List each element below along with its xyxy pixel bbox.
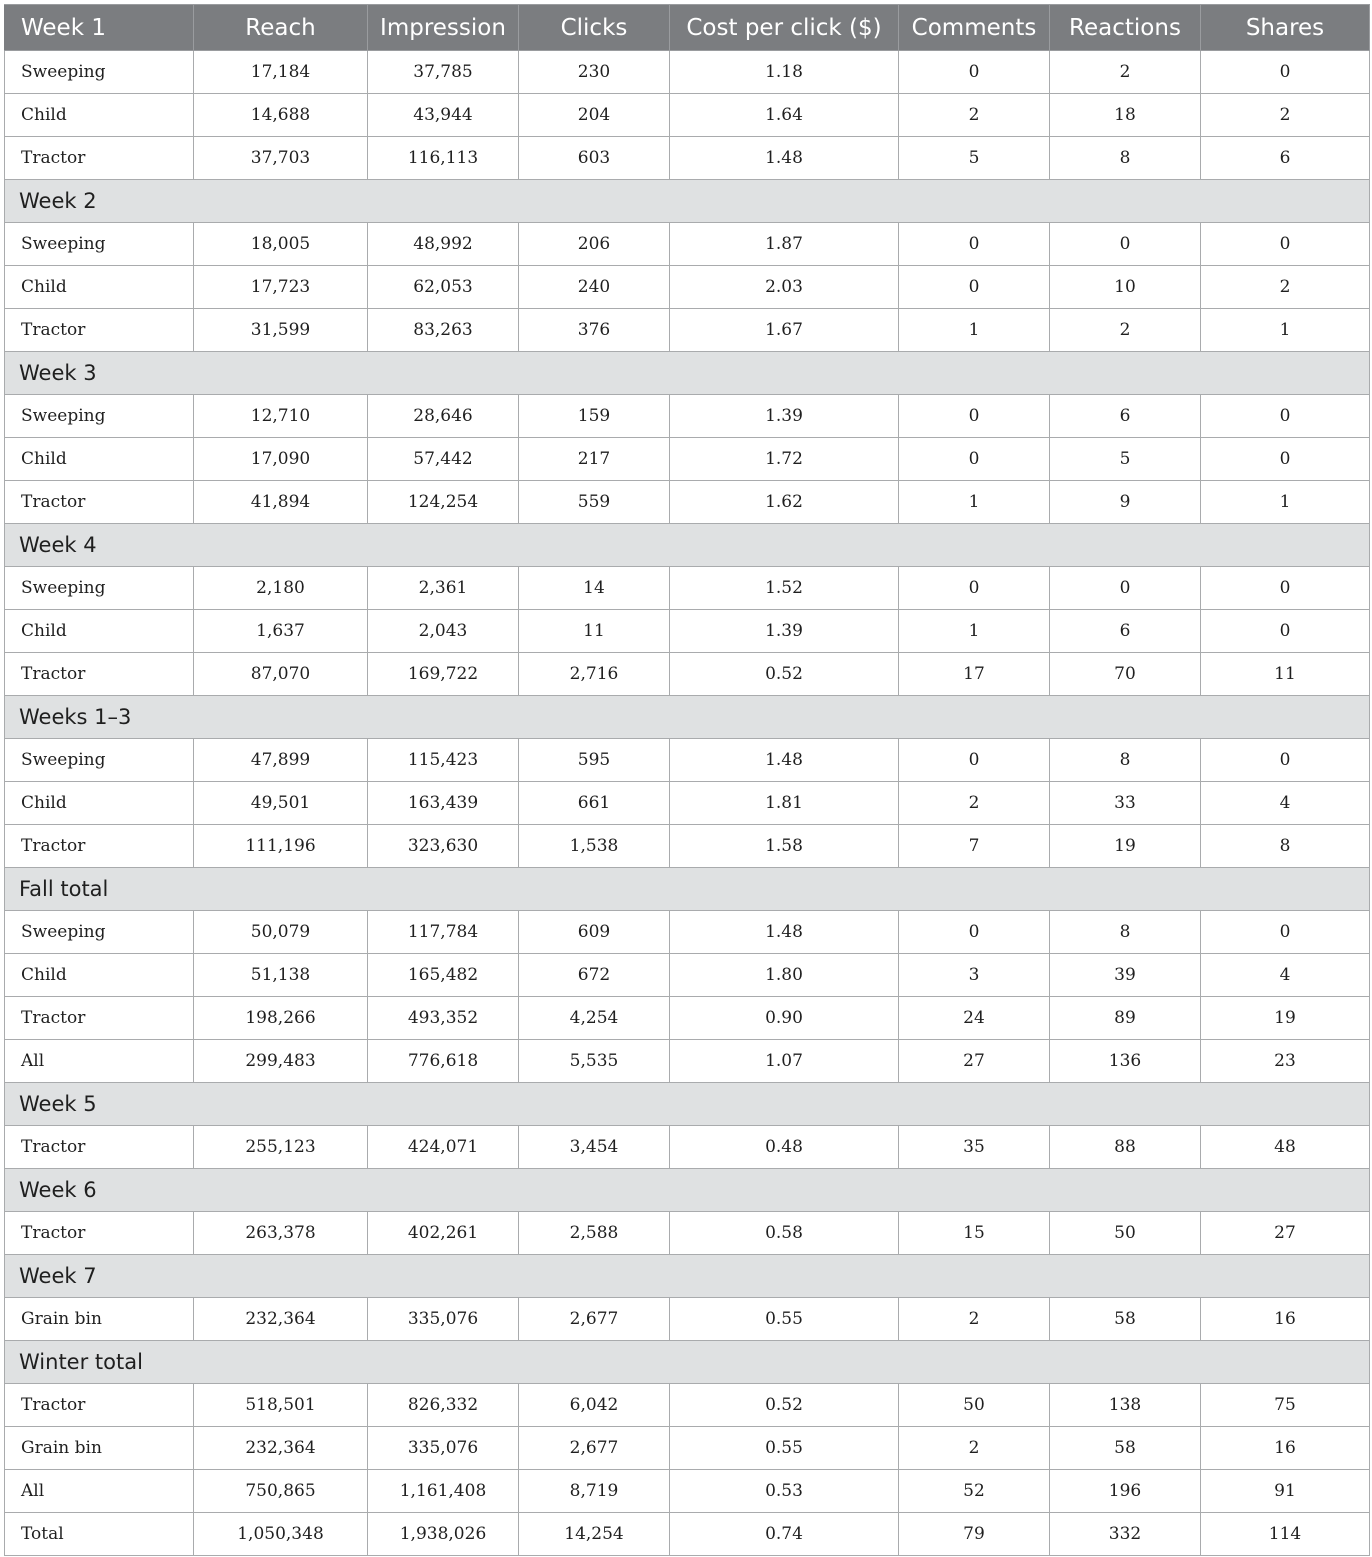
reactions-cell: 9 bbox=[1050, 481, 1201, 524]
reactions-cell: 138 bbox=[1050, 1384, 1201, 1427]
shares-cell: 2 bbox=[1201, 266, 1370, 309]
shares-cell: 1 bbox=[1201, 481, 1370, 524]
cpc-cell: 1.39 bbox=[670, 610, 899, 653]
reactions-cell: 6 bbox=[1050, 610, 1201, 653]
shares-cell: 0 bbox=[1201, 223, 1370, 266]
comments-cell: 0 bbox=[899, 395, 1050, 438]
impression-cell: 57,442 bbox=[368, 438, 519, 481]
cpc-cell: 1.81 bbox=[670, 782, 899, 825]
header-cell-impression: Impression bbox=[368, 5, 519, 51]
shares-cell: 0 bbox=[1201, 567, 1370, 610]
reactions-cell: 58 bbox=[1050, 1427, 1201, 1470]
clicks-cell: 217 bbox=[519, 438, 670, 481]
cpc-cell: 1.58 bbox=[670, 825, 899, 868]
row-label: Child bbox=[5, 782, 194, 825]
table-row bbox=[5, 1384, 1370, 1427]
shares-cell: 16 bbox=[1201, 1298, 1370, 1341]
reach-cell: 37,703 bbox=[194, 137, 368, 180]
reactions-cell: 8 bbox=[1050, 137, 1201, 180]
reactions-cell: 88 bbox=[1050, 1126, 1201, 1169]
clicks-cell: 1,538 bbox=[519, 825, 670, 868]
shares-cell: 0 bbox=[1201, 739, 1370, 782]
row-label: Tractor bbox=[5, 653, 194, 696]
impression-cell: 323,630 bbox=[368, 825, 519, 868]
cpc-cell: 0.74 bbox=[670, 1513, 899, 1556]
row-label: Tractor bbox=[5, 137, 194, 180]
comments-cell: 2 bbox=[899, 782, 1050, 825]
comments-cell: 15 bbox=[899, 1212, 1050, 1255]
shares-cell: 0 bbox=[1201, 911, 1370, 954]
campaign-metrics-table bbox=[4, 4, 1370, 1556]
impression-cell: 424,071 bbox=[368, 1126, 519, 1169]
shares-cell: 114 bbox=[1201, 1513, 1370, 1556]
cpc-cell: 0.48 bbox=[670, 1126, 899, 1169]
section-row bbox=[5, 524, 1370, 567]
reach-cell: 198,266 bbox=[194, 997, 368, 1040]
table-row bbox=[5, 997, 1370, 1040]
header-cell-clicks: Clicks bbox=[519, 5, 670, 51]
reactions-cell: 6 bbox=[1050, 395, 1201, 438]
header-row bbox=[5, 5, 1370, 51]
section-row bbox=[5, 1083, 1370, 1126]
cpc-cell: 1.07 bbox=[670, 1040, 899, 1083]
table-row bbox=[5, 1470, 1370, 1513]
clicks-cell: 5,535 bbox=[519, 1040, 670, 1083]
clicks-cell: 559 bbox=[519, 481, 670, 524]
comments-cell: 5 bbox=[899, 137, 1050, 180]
reactions-cell: 8 bbox=[1050, 739, 1201, 782]
row-label: All bbox=[5, 1470, 194, 1513]
clicks-cell: 376 bbox=[519, 309, 670, 352]
section-row bbox=[5, 696, 1370, 739]
reach-cell: 232,364 bbox=[194, 1298, 368, 1341]
comments-cell: 35 bbox=[899, 1126, 1050, 1169]
impression-cell: 117,784 bbox=[368, 911, 519, 954]
table-row bbox=[5, 911, 1370, 954]
table-row bbox=[5, 825, 1370, 868]
comments-cell: 1 bbox=[899, 481, 1050, 524]
impression-cell: 37,785 bbox=[368, 51, 519, 94]
cpc-cell: 1.87 bbox=[670, 223, 899, 266]
impression-cell: 335,076 bbox=[368, 1427, 519, 1470]
impression-cell: 163,439 bbox=[368, 782, 519, 825]
reach-cell: 255,123 bbox=[194, 1126, 368, 1169]
cpc-cell: 1.48 bbox=[670, 739, 899, 782]
comments-cell: 79 bbox=[899, 1513, 1050, 1556]
clicks-cell: 240 bbox=[519, 266, 670, 309]
comments-cell: 27 bbox=[899, 1040, 1050, 1083]
header-cell-reach: Reach bbox=[194, 5, 368, 51]
row-label: Tractor bbox=[5, 1384, 194, 1427]
section-label: Week 4 bbox=[5, 524, 1370, 567]
cpc-cell: 0.90 bbox=[670, 997, 899, 1040]
reach-cell: 50,079 bbox=[194, 911, 368, 954]
shares-cell: 4 bbox=[1201, 954, 1370, 997]
impression-cell: 48,992 bbox=[368, 223, 519, 266]
table-row bbox=[5, 567, 1370, 610]
clicks-cell: 2,588 bbox=[519, 1212, 670, 1255]
impression-cell: 1,938,026 bbox=[368, 1513, 519, 1556]
cpc-cell: 1.48 bbox=[670, 137, 899, 180]
impression-cell: 116,113 bbox=[368, 137, 519, 180]
shares-cell: 16 bbox=[1201, 1427, 1370, 1470]
reach-cell: 12,710 bbox=[194, 395, 368, 438]
clicks-cell: 661 bbox=[519, 782, 670, 825]
shares-cell: 8 bbox=[1201, 825, 1370, 868]
row-label: Tractor bbox=[5, 1212, 194, 1255]
reactions-cell: 18 bbox=[1050, 94, 1201, 137]
comments-cell: 0 bbox=[899, 438, 1050, 481]
impression-cell: 62,053 bbox=[368, 266, 519, 309]
table-row bbox=[5, 223, 1370, 266]
shares-cell: 11 bbox=[1201, 653, 1370, 696]
section-row bbox=[5, 1341, 1370, 1384]
clicks-cell: 159 bbox=[519, 395, 670, 438]
reach-cell: 18,005 bbox=[194, 223, 368, 266]
clicks-cell: 14,254 bbox=[519, 1513, 670, 1556]
section-label: Fall total bbox=[5, 868, 1370, 911]
reactions-cell: 58 bbox=[1050, 1298, 1201, 1341]
cpc-cell: 1.67 bbox=[670, 309, 899, 352]
section-label: Week 2 bbox=[5, 180, 1370, 223]
comments-cell: 7 bbox=[899, 825, 1050, 868]
header-cell-reactions: Reactions bbox=[1050, 5, 1201, 51]
reach-cell: 17,090 bbox=[194, 438, 368, 481]
impression-cell: 776,618 bbox=[368, 1040, 519, 1083]
table-row bbox=[5, 1427, 1370, 1470]
row-label: Sweeping bbox=[5, 223, 194, 266]
table-row bbox=[5, 1212, 1370, 1255]
table-header bbox=[5, 5, 1370, 51]
header-cell-comments: Comments bbox=[899, 5, 1050, 51]
clicks-cell: 609 bbox=[519, 911, 670, 954]
shares-cell: 91 bbox=[1201, 1470, 1370, 1513]
cpc-cell: 1.48 bbox=[670, 911, 899, 954]
impression-cell: 493,352 bbox=[368, 997, 519, 1040]
reach-cell: 1,637 bbox=[194, 610, 368, 653]
impression-cell: 124,254 bbox=[368, 481, 519, 524]
shares-cell: 19 bbox=[1201, 997, 1370, 1040]
header-cell-cost-per-click: Cost per click ($) bbox=[670, 5, 899, 51]
cpc-cell: 1.72 bbox=[670, 438, 899, 481]
comments-cell: 2 bbox=[899, 1298, 1050, 1341]
cpc-cell: 1.18 bbox=[670, 51, 899, 94]
reach-cell: 232,364 bbox=[194, 1427, 368, 1470]
section-row bbox=[5, 1169, 1370, 1212]
clicks-cell: 2,677 bbox=[519, 1298, 670, 1341]
table-row bbox=[5, 481, 1370, 524]
table-row bbox=[5, 1126, 1370, 1169]
row-label: All bbox=[5, 1040, 194, 1083]
impression-cell: 402,261 bbox=[368, 1212, 519, 1255]
reactions-cell: 39 bbox=[1050, 954, 1201, 997]
cpc-cell: 0.55 bbox=[670, 1298, 899, 1341]
comments-cell: 3 bbox=[899, 954, 1050, 997]
reach-cell: 111,196 bbox=[194, 825, 368, 868]
impression-cell: 1,161,408 bbox=[368, 1470, 519, 1513]
section-row bbox=[5, 180, 1370, 223]
section-label: Weeks 1–3 bbox=[5, 696, 1370, 739]
impression-cell: 826,332 bbox=[368, 1384, 519, 1427]
reactions-cell: 10 bbox=[1050, 266, 1201, 309]
shares-cell: 2 bbox=[1201, 94, 1370, 137]
comments-cell: 1 bbox=[899, 309, 1050, 352]
clicks-cell: 230 bbox=[519, 51, 670, 94]
clicks-cell: 672 bbox=[519, 954, 670, 997]
row-label: Tractor bbox=[5, 997, 194, 1040]
reach-cell: 31,599 bbox=[194, 309, 368, 352]
reach-cell: 51,138 bbox=[194, 954, 368, 997]
reactions-cell: 5 bbox=[1050, 438, 1201, 481]
table-row bbox=[5, 266, 1370, 309]
shares-cell: 0 bbox=[1201, 51, 1370, 94]
section-label: Winter total bbox=[5, 1341, 1370, 1384]
cpc-cell: 0.52 bbox=[670, 1384, 899, 1427]
reactions-cell: 136 bbox=[1050, 1040, 1201, 1083]
row-label: Child bbox=[5, 954, 194, 997]
clicks-cell: 4,254 bbox=[519, 997, 670, 1040]
shares-cell: 0 bbox=[1201, 610, 1370, 653]
shares-cell: 1 bbox=[1201, 309, 1370, 352]
reach-cell: 263,378 bbox=[194, 1212, 368, 1255]
row-label: Tractor bbox=[5, 309, 194, 352]
row-label: Sweeping bbox=[5, 739, 194, 782]
comments-cell: 0 bbox=[899, 739, 1050, 782]
table-row bbox=[5, 309, 1370, 352]
section-row bbox=[5, 1255, 1370, 1298]
clicks-cell: 11 bbox=[519, 610, 670, 653]
row-label: Grain bin bbox=[5, 1298, 194, 1341]
table-row bbox=[5, 653, 1370, 696]
row-label: Grain bin bbox=[5, 1427, 194, 1470]
clicks-cell: 2,716 bbox=[519, 653, 670, 696]
comments-cell: 17 bbox=[899, 653, 1050, 696]
reactions-cell: 2 bbox=[1050, 309, 1201, 352]
impression-cell: 2,043 bbox=[368, 610, 519, 653]
table-row bbox=[5, 1513, 1370, 1556]
impression-cell: 43,944 bbox=[368, 94, 519, 137]
comments-cell: 0 bbox=[899, 567, 1050, 610]
clicks-cell: 603 bbox=[519, 137, 670, 180]
row-label: Sweeping bbox=[5, 567, 194, 610]
row-label: Sweeping bbox=[5, 51, 194, 94]
impression-cell: 2,361 bbox=[368, 567, 519, 610]
shares-cell: 23 bbox=[1201, 1040, 1370, 1083]
table-body bbox=[5, 51, 1370, 1556]
reactions-cell: 196 bbox=[1050, 1470, 1201, 1513]
row-label: Child bbox=[5, 610, 194, 653]
table-row bbox=[5, 1040, 1370, 1083]
cpc-cell: 1.64 bbox=[670, 94, 899, 137]
reactions-cell: 33 bbox=[1050, 782, 1201, 825]
reach-cell: 17,723 bbox=[194, 266, 368, 309]
clicks-cell: 204 bbox=[519, 94, 670, 137]
impression-cell: 169,722 bbox=[368, 653, 519, 696]
comments-cell: 0 bbox=[899, 51, 1050, 94]
row-label: Child bbox=[5, 266, 194, 309]
reactions-cell: 0 bbox=[1050, 567, 1201, 610]
shares-cell: 0 bbox=[1201, 438, 1370, 481]
clicks-cell: 206 bbox=[519, 223, 670, 266]
reactions-cell: 2 bbox=[1050, 51, 1201, 94]
shares-cell: 4 bbox=[1201, 782, 1370, 825]
comments-cell: 0 bbox=[899, 223, 1050, 266]
cpc-cell: 1.62 bbox=[670, 481, 899, 524]
section-label: Week 3 bbox=[5, 352, 1370, 395]
table-row bbox=[5, 438, 1370, 481]
reactions-cell: 8 bbox=[1050, 911, 1201, 954]
reactions-cell: 89 bbox=[1050, 997, 1201, 1040]
reach-cell: 1,050,348 bbox=[194, 1513, 368, 1556]
reactions-cell: 70 bbox=[1050, 653, 1201, 696]
comments-cell: 1 bbox=[899, 610, 1050, 653]
cpc-cell: 0.53 bbox=[670, 1470, 899, 1513]
section-row bbox=[5, 868, 1370, 911]
reach-cell: 14,688 bbox=[194, 94, 368, 137]
table-row bbox=[5, 94, 1370, 137]
table-row bbox=[5, 954, 1370, 997]
clicks-cell: 8,719 bbox=[519, 1470, 670, 1513]
cpc-cell: 0.55 bbox=[670, 1427, 899, 1470]
table-row bbox=[5, 610, 1370, 653]
reactions-cell: 50 bbox=[1050, 1212, 1201, 1255]
reach-cell: 518,501 bbox=[194, 1384, 368, 1427]
reach-cell: 17,184 bbox=[194, 51, 368, 94]
row-label: Tractor bbox=[5, 481, 194, 524]
reach-cell: 2,180 bbox=[194, 567, 368, 610]
table-row bbox=[5, 739, 1370, 782]
impression-cell: 335,076 bbox=[368, 1298, 519, 1341]
shares-cell: 48 bbox=[1201, 1126, 1370, 1169]
table-row bbox=[5, 51, 1370, 94]
reactions-cell: 19 bbox=[1050, 825, 1201, 868]
comments-cell: 24 bbox=[899, 997, 1050, 1040]
shares-cell: 6 bbox=[1201, 137, 1370, 180]
reach-cell: 47,899 bbox=[194, 739, 368, 782]
data-table-container bbox=[4, 4, 1369, 1556]
shares-cell: 27 bbox=[1201, 1212, 1370, 1255]
section-label: Week 7 bbox=[5, 1255, 1370, 1298]
impression-cell: 165,482 bbox=[368, 954, 519, 997]
impression-cell: 28,646 bbox=[368, 395, 519, 438]
reactions-cell: 0 bbox=[1050, 223, 1201, 266]
comments-cell: 0 bbox=[899, 911, 1050, 954]
clicks-cell: 14 bbox=[519, 567, 670, 610]
row-label: Total bbox=[5, 1513, 194, 1556]
table-row bbox=[5, 137, 1370, 180]
shares-cell: 75 bbox=[1201, 1384, 1370, 1427]
clicks-cell: 3,454 bbox=[519, 1126, 670, 1169]
clicks-cell: 595 bbox=[519, 739, 670, 782]
table-row bbox=[5, 782, 1370, 825]
section-row bbox=[5, 352, 1370, 395]
cpc-cell: 0.58 bbox=[670, 1212, 899, 1255]
comments-cell: 52 bbox=[899, 1470, 1050, 1513]
row-label: Child bbox=[5, 94, 194, 137]
cpc-cell: 1.39 bbox=[670, 395, 899, 438]
row-label: Sweeping bbox=[5, 395, 194, 438]
row-label: Tractor bbox=[5, 825, 194, 868]
comments-cell: 50 bbox=[899, 1384, 1050, 1427]
section-label: Week 6 bbox=[5, 1169, 1370, 1212]
cpc-cell: 1.80 bbox=[670, 954, 899, 997]
impression-cell: 115,423 bbox=[368, 739, 519, 782]
clicks-cell: 2,677 bbox=[519, 1427, 670, 1470]
clicks-cell: 6,042 bbox=[519, 1384, 670, 1427]
reach-cell: 750,865 bbox=[194, 1470, 368, 1513]
section-label: Week 5 bbox=[5, 1083, 1370, 1126]
comments-cell: 2 bbox=[899, 94, 1050, 137]
impression-cell: 83,263 bbox=[368, 309, 519, 352]
comments-cell: 2 bbox=[899, 1427, 1050, 1470]
cpc-cell: 0.52 bbox=[670, 653, 899, 696]
reactions-cell: 332 bbox=[1050, 1513, 1201, 1556]
reach-cell: 87,070 bbox=[194, 653, 368, 696]
table-row bbox=[5, 1298, 1370, 1341]
table-row bbox=[5, 395, 1370, 438]
row-label: Sweeping bbox=[5, 911, 194, 954]
reach-cell: 49,501 bbox=[194, 782, 368, 825]
reach-cell: 299,483 bbox=[194, 1040, 368, 1083]
row-label: Child bbox=[5, 438, 194, 481]
comments-cell: 0 bbox=[899, 266, 1050, 309]
header-cell-shares: Shares bbox=[1201, 5, 1370, 51]
shares-cell: 0 bbox=[1201, 395, 1370, 438]
reach-cell: 41,894 bbox=[194, 481, 368, 524]
cpc-cell: 2.03 bbox=[670, 266, 899, 309]
cpc-cell: 1.52 bbox=[670, 567, 899, 610]
row-label: Tractor bbox=[5, 1126, 194, 1169]
header-cell-week: Week 1 bbox=[5, 5, 194, 51]
